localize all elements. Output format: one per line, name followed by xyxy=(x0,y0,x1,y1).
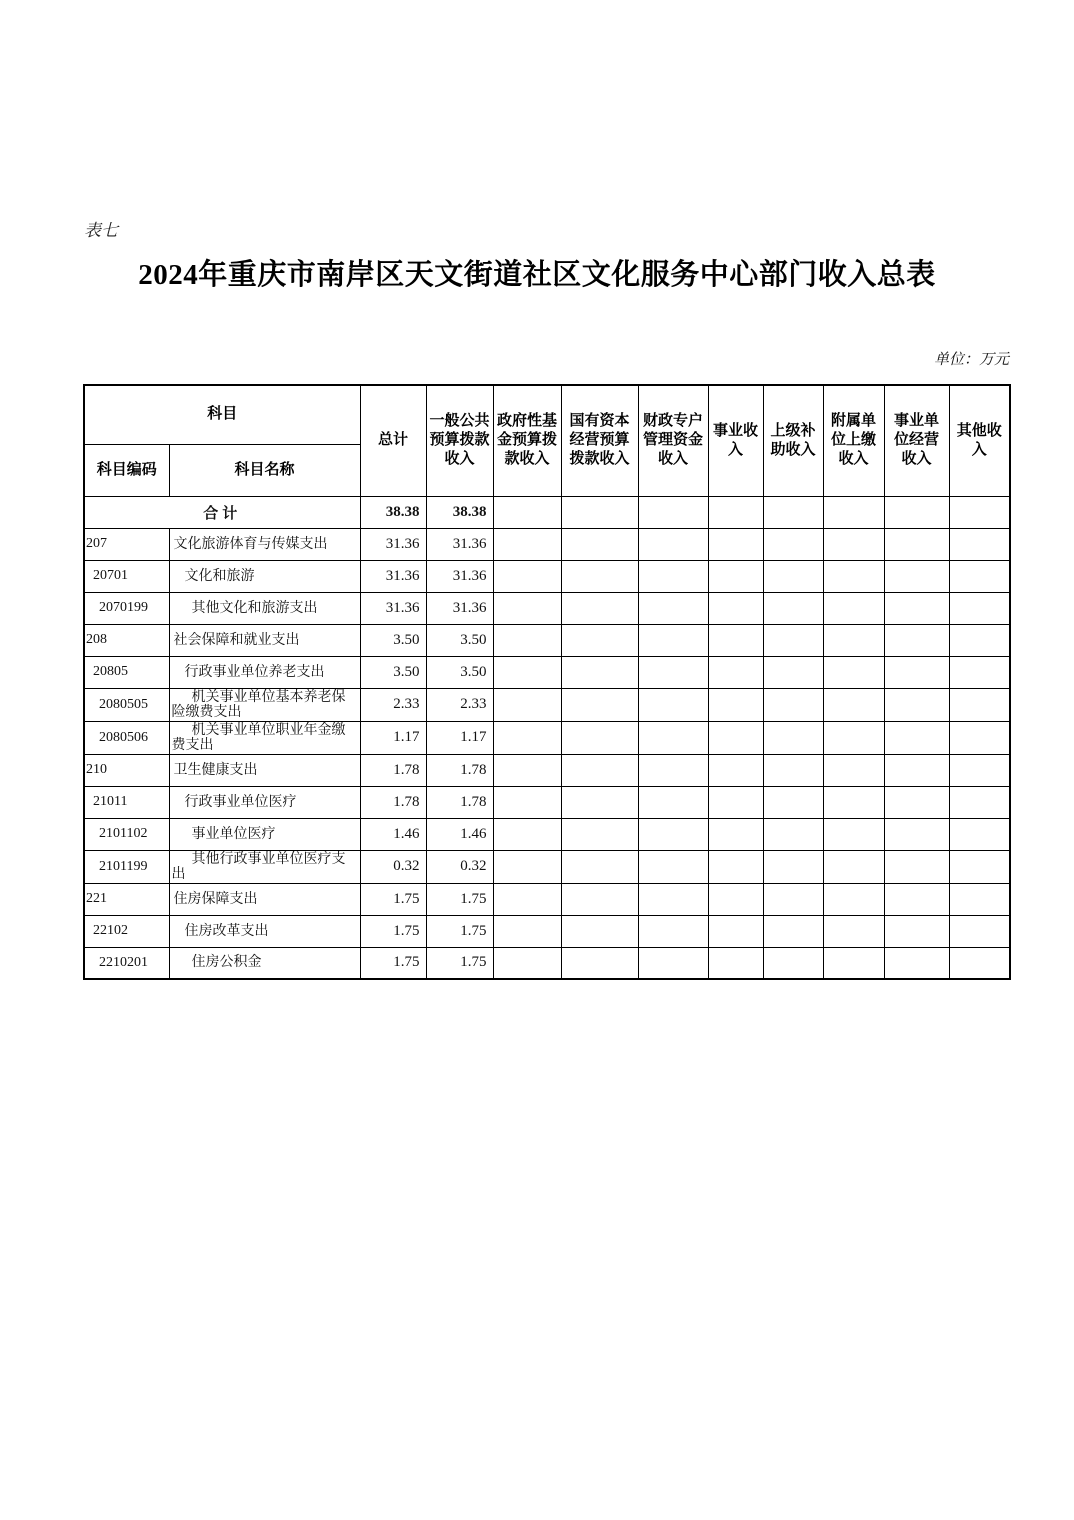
empty-value-cell xyxy=(638,947,708,979)
empty-value-cell xyxy=(638,656,708,688)
empty-value-cell xyxy=(638,721,708,754)
empty-value-cell xyxy=(763,818,823,850)
empty-value-cell xyxy=(493,560,561,592)
empty-value-cell xyxy=(949,883,1010,915)
subject-name-cell: 行政事业单位养老支出 xyxy=(169,656,360,688)
empty-value-cell xyxy=(561,721,638,754)
empty-value-cell xyxy=(884,947,949,979)
empty-value-cell xyxy=(763,560,823,592)
subject-name-cell: 机关事业单位职业年金缴费支出 xyxy=(169,721,360,754)
empty-value-cell xyxy=(561,688,638,721)
header-col-other-income: 其他收入 xyxy=(949,385,1010,496)
empty-value-cell xyxy=(638,560,708,592)
empty-value-cell xyxy=(884,786,949,818)
subject-code-cell: 22102 xyxy=(84,915,169,947)
empty-value-cell xyxy=(493,818,561,850)
subject-code-cell: 20701 xyxy=(84,560,169,592)
table-row xyxy=(84,560,1010,592)
empty-value-cell xyxy=(638,624,708,656)
empty-value-cell xyxy=(708,624,763,656)
subject-code-cell: 20805 xyxy=(84,656,169,688)
empty-value-cell xyxy=(561,624,638,656)
header-subject-name: 科目名称 xyxy=(169,444,360,496)
empty-value-cell xyxy=(561,754,638,786)
empty-value-cell xyxy=(823,947,884,979)
total-value-cell: 1.75 xyxy=(360,915,426,947)
empty-value-cell xyxy=(823,786,884,818)
empty-value-cell xyxy=(561,850,638,883)
total-value-cell: 3.50 xyxy=(360,656,426,688)
empty-value-cell xyxy=(763,688,823,721)
empty-value-cell xyxy=(823,818,884,850)
empty-value-cell xyxy=(638,850,708,883)
empty-value-cell xyxy=(884,592,949,624)
empty-value-cell xyxy=(561,947,638,979)
empty-value-cell xyxy=(763,883,823,915)
table-row xyxy=(84,883,1010,915)
empty-value-cell xyxy=(884,883,949,915)
total-value-cell: 1.46 xyxy=(360,818,426,850)
empty-value-cell xyxy=(561,915,638,947)
total-value-cell: 3.50 xyxy=(360,624,426,656)
empty-value-cell xyxy=(884,915,949,947)
empty-value-cell xyxy=(884,688,949,721)
table-row xyxy=(84,592,1010,624)
empty-value-cell xyxy=(708,656,763,688)
empty-value-cell xyxy=(763,656,823,688)
empty-value-cell xyxy=(823,624,884,656)
empty-value-cell xyxy=(884,528,949,560)
subject-name-cell: 卫生健康支出 xyxy=(169,754,360,786)
subject-name-cell: 文化和旅游 xyxy=(169,560,360,592)
subject-code-cell: 221 xyxy=(84,883,169,915)
empty-value-cell xyxy=(884,656,949,688)
empty-value-cell xyxy=(763,915,823,947)
empty-value-cell xyxy=(561,560,638,592)
general-budget-value-cell: 31.36 xyxy=(426,592,493,624)
empty-value-cell xyxy=(763,754,823,786)
empty-value-cell xyxy=(493,915,561,947)
income-summary-table xyxy=(83,384,1011,980)
empty-value-cell xyxy=(561,818,638,850)
empty-value-cell xyxy=(493,947,561,979)
empty-value-cell xyxy=(708,721,763,754)
empty-value-cell xyxy=(493,624,561,656)
subject-name-cell: 社会保障和就业支出 xyxy=(169,624,360,656)
empty-value-cell xyxy=(493,592,561,624)
empty-value-cell xyxy=(884,850,949,883)
empty-value-cell xyxy=(561,496,638,528)
empty-value-cell xyxy=(561,528,638,560)
empty-value-cell xyxy=(823,560,884,592)
table-body xyxy=(84,496,1010,979)
table-row xyxy=(84,624,1010,656)
empty-value-cell xyxy=(763,592,823,624)
empty-value-cell xyxy=(708,560,763,592)
empty-value-cell xyxy=(493,721,561,754)
empty-value-cell xyxy=(949,754,1010,786)
general-budget-value-cell: 1.75 xyxy=(426,883,493,915)
empty-value-cell xyxy=(708,496,763,528)
header-subject-code: 科目编码 xyxy=(84,444,169,496)
empty-value-cell xyxy=(949,947,1010,979)
subject-code-cell: 208 xyxy=(84,624,169,656)
empty-value-cell xyxy=(823,754,884,786)
empty-value-cell xyxy=(823,656,884,688)
empty-value-cell xyxy=(493,850,561,883)
empty-value-cell xyxy=(708,850,763,883)
general-budget-value-cell: 1.46 xyxy=(426,818,493,850)
header-col-fiscal-special-account: 财政专户管理资金收入 xyxy=(638,385,708,496)
header-col-affiliated-unit-remittance: 附属单位上缴收入 xyxy=(823,385,884,496)
table-row xyxy=(84,915,1010,947)
empty-value-cell xyxy=(638,883,708,915)
empty-value-cell xyxy=(763,624,823,656)
subject-name-cell: 住房公积金 xyxy=(169,947,360,979)
empty-value-cell xyxy=(493,656,561,688)
subject-code-cell: 2080505 xyxy=(84,688,169,721)
empty-value-cell xyxy=(708,818,763,850)
header-col-general-public-budget: 一般公共预算拨款收入 xyxy=(426,385,493,496)
empty-value-cell xyxy=(949,786,1010,818)
grand-total-general-budget: 38.38 xyxy=(426,496,493,528)
grand-total-label: 合计 xyxy=(84,496,360,528)
empty-value-cell xyxy=(949,721,1010,754)
table-row xyxy=(84,656,1010,688)
header-col-superior-subsidy: 上级补助收入 xyxy=(763,385,823,496)
header-col-govt-fund-budget: 政府性基金预算拨款收入 xyxy=(493,385,561,496)
grand-total-sum: 38.38 xyxy=(360,496,426,528)
empty-value-cell xyxy=(823,496,884,528)
empty-value-cell xyxy=(708,528,763,560)
empty-value-cell xyxy=(493,786,561,818)
empty-value-cell xyxy=(884,624,949,656)
subject-name-cell: 其他行政事业单位医疗支出 xyxy=(169,850,360,883)
empty-value-cell xyxy=(493,496,561,528)
empty-value-cell xyxy=(823,688,884,721)
empty-value-cell xyxy=(884,818,949,850)
table-row xyxy=(84,947,1010,979)
general-budget-value-cell: 1.78 xyxy=(426,754,493,786)
empty-value-cell xyxy=(493,688,561,721)
empty-value-cell xyxy=(638,496,708,528)
empty-value-cell xyxy=(823,850,884,883)
total-value-cell: 1.75 xyxy=(360,947,426,979)
subject-name-cell: 事业单位医疗 xyxy=(169,818,360,850)
table-row xyxy=(84,818,1010,850)
general-budget-value-cell: 3.50 xyxy=(426,656,493,688)
total-value-cell: 1.75 xyxy=(360,883,426,915)
empty-value-cell xyxy=(493,754,561,786)
subject-code-cell: 2210201 xyxy=(84,947,169,979)
empty-value-cell xyxy=(884,560,949,592)
table-row xyxy=(84,528,1010,560)
subject-code-cell: 210 xyxy=(84,754,169,786)
subject-code-cell: 21011 xyxy=(84,786,169,818)
empty-value-cell xyxy=(763,496,823,528)
empty-value-cell xyxy=(884,496,949,528)
empty-value-cell xyxy=(949,818,1010,850)
empty-value-cell xyxy=(708,786,763,818)
empty-value-cell xyxy=(823,883,884,915)
subject-code-cell: 2101102 xyxy=(84,818,169,850)
table-row xyxy=(84,754,1010,786)
subject-code-cell: 2080506 xyxy=(84,721,169,754)
subject-name-cell: 行政事业单位医疗 xyxy=(169,786,360,818)
empty-value-cell xyxy=(949,656,1010,688)
empty-value-cell xyxy=(493,883,561,915)
table-row xyxy=(84,688,1010,721)
table-row xyxy=(84,786,1010,818)
header-col-operating-income: 事业收入 xyxy=(708,385,763,496)
empty-value-cell xyxy=(823,915,884,947)
header-col-institution-business-income: 事业单位经营收入 xyxy=(884,385,949,496)
empty-value-cell xyxy=(561,656,638,688)
empty-value-cell xyxy=(763,947,823,979)
empty-value-cell xyxy=(708,592,763,624)
total-value-cell: 2.33 xyxy=(360,688,426,721)
empty-value-cell xyxy=(763,528,823,560)
general-budget-value-cell: 1.75 xyxy=(426,947,493,979)
empty-value-cell xyxy=(708,883,763,915)
empty-value-cell xyxy=(823,721,884,754)
general-budget-value-cell: 2.33 xyxy=(426,688,493,721)
empty-value-cell xyxy=(949,528,1010,560)
general-budget-value-cell: 1.78 xyxy=(426,786,493,818)
table-row xyxy=(84,850,1010,883)
general-budget-value-cell: 0.32 xyxy=(426,850,493,883)
total-value-cell: 1.78 xyxy=(360,754,426,786)
empty-value-cell xyxy=(561,883,638,915)
empty-value-cell xyxy=(493,528,561,560)
general-budget-value-cell: 31.36 xyxy=(426,528,493,560)
empty-value-cell xyxy=(708,688,763,721)
total-value-cell: 31.36 xyxy=(360,592,426,624)
empty-value-cell xyxy=(949,560,1010,592)
total-value-cell: 31.36 xyxy=(360,560,426,592)
subject-name-cell: 文化旅游体育与传媒支出 xyxy=(169,528,360,560)
empty-value-cell xyxy=(823,592,884,624)
table-header xyxy=(84,385,1010,496)
total-value-cell: 0.32 xyxy=(360,850,426,883)
empty-value-cell xyxy=(949,850,1010,883)
header-subject-group: 科目 xyxy=(84,385,360,444)
subject-name-cell: 其他文化和旅游支出 xyxy=(169,592,360,624)
empty-value-cell xyxy=(949,496,1010,528)
general-budget-value-cell: 31.36 xyxy=(426,560,493,592)
subject-name-cell: 住房保障支出 xyxy=(169,883,360,915)
general-budget-value-cell: 1.17 xyxy=(426,721,493,754)
empty-value-cell xyxy=(638,528,708,560)
grand-total-row xyxy=(84,496,1010,528)
total-value-cell: 1.17 xyxy=(360,721,426,754)
subject-code-cell: 2070199 xyxy=(84,592,169,624)
empty-value-cell xyxy=(949,624,1010,656)
empty-value-cell xyxy=(763,721,823,754)
empty-value-cell xyxy=(949,688,1010,721)
empty-value-cell xyxy=(638,592,708,624)
page-title: 2024年重庆市南岸区天文街道社区文化服务中心部门收入总表 xyxy=(138,259,936,291)
subject-name-cell: 机关事业单位基本养老保险缴费支出 xyxy=(169,688,360,721)
empty-value-cell xyxy=(708,915,763,947)
subject-code-cell: 2101199 xyxy=(84,850,169,883)
empty-value-cell xyxy=(763,850,823,883)
table-number-label: 表七 xyxy=(84,221,118,240)
general-budget-value-cell: 1.75 xyxy=(426,915,493,947)
subject-code-cell: 207 xyxy=(84,528,169,560)
empty-value-cell xyxy=(638,818,708,850)
total-value-cell: 31.36 xyxy=(360,528,426,560)
empty-value-cell xyxy=(708,754,763,786)
empty-value-cell xyxy=(638,786,708,818)
empty-value-cell xyxy=(949,592,1010,624)
empty-value-cell xyxy=(638,754,708,786)
header-col-total: 总计 xyxy=(360,385,426,496)
empty-value-cell xyxy=(884,721,949,754)
empty-value-cell xyxy=(823,528,884,560)
unit-note: 单位：万元 xyxy=(933,352,1009,368)
empty-value-cell xyxy=(763,786,823,818)
empty-value-cell xyxy=(638,915,708,947)
empty-value-cell xyxy=(884,754,949,786)
empty-value-cell xyxy=(561,592,638,624)
empty-value-cell xyxy=(708,947,763,979)
empty-value-cell xyxy=(638,688,708,721)
total-value-cell: 1.78 xyxy=(360,786,426,818)
header-col-state-capital-budget: 国有资本经营预算拨款收入 xyxy=(561,385,638,496)
subject-name-cell: 住房改革支出 xyxy=(169,915,360,947)
header-row-1 xyxy=(84,385,1010,444)
table-row xyxy=(84,721,1010,754)
empty-value-cell xyxy=(561,786,638,818)
general-budget-value-cell: 3.50 xyxy=(426,624,493,656)
empty-value-cell xyxy=(949,915,1010,947)
